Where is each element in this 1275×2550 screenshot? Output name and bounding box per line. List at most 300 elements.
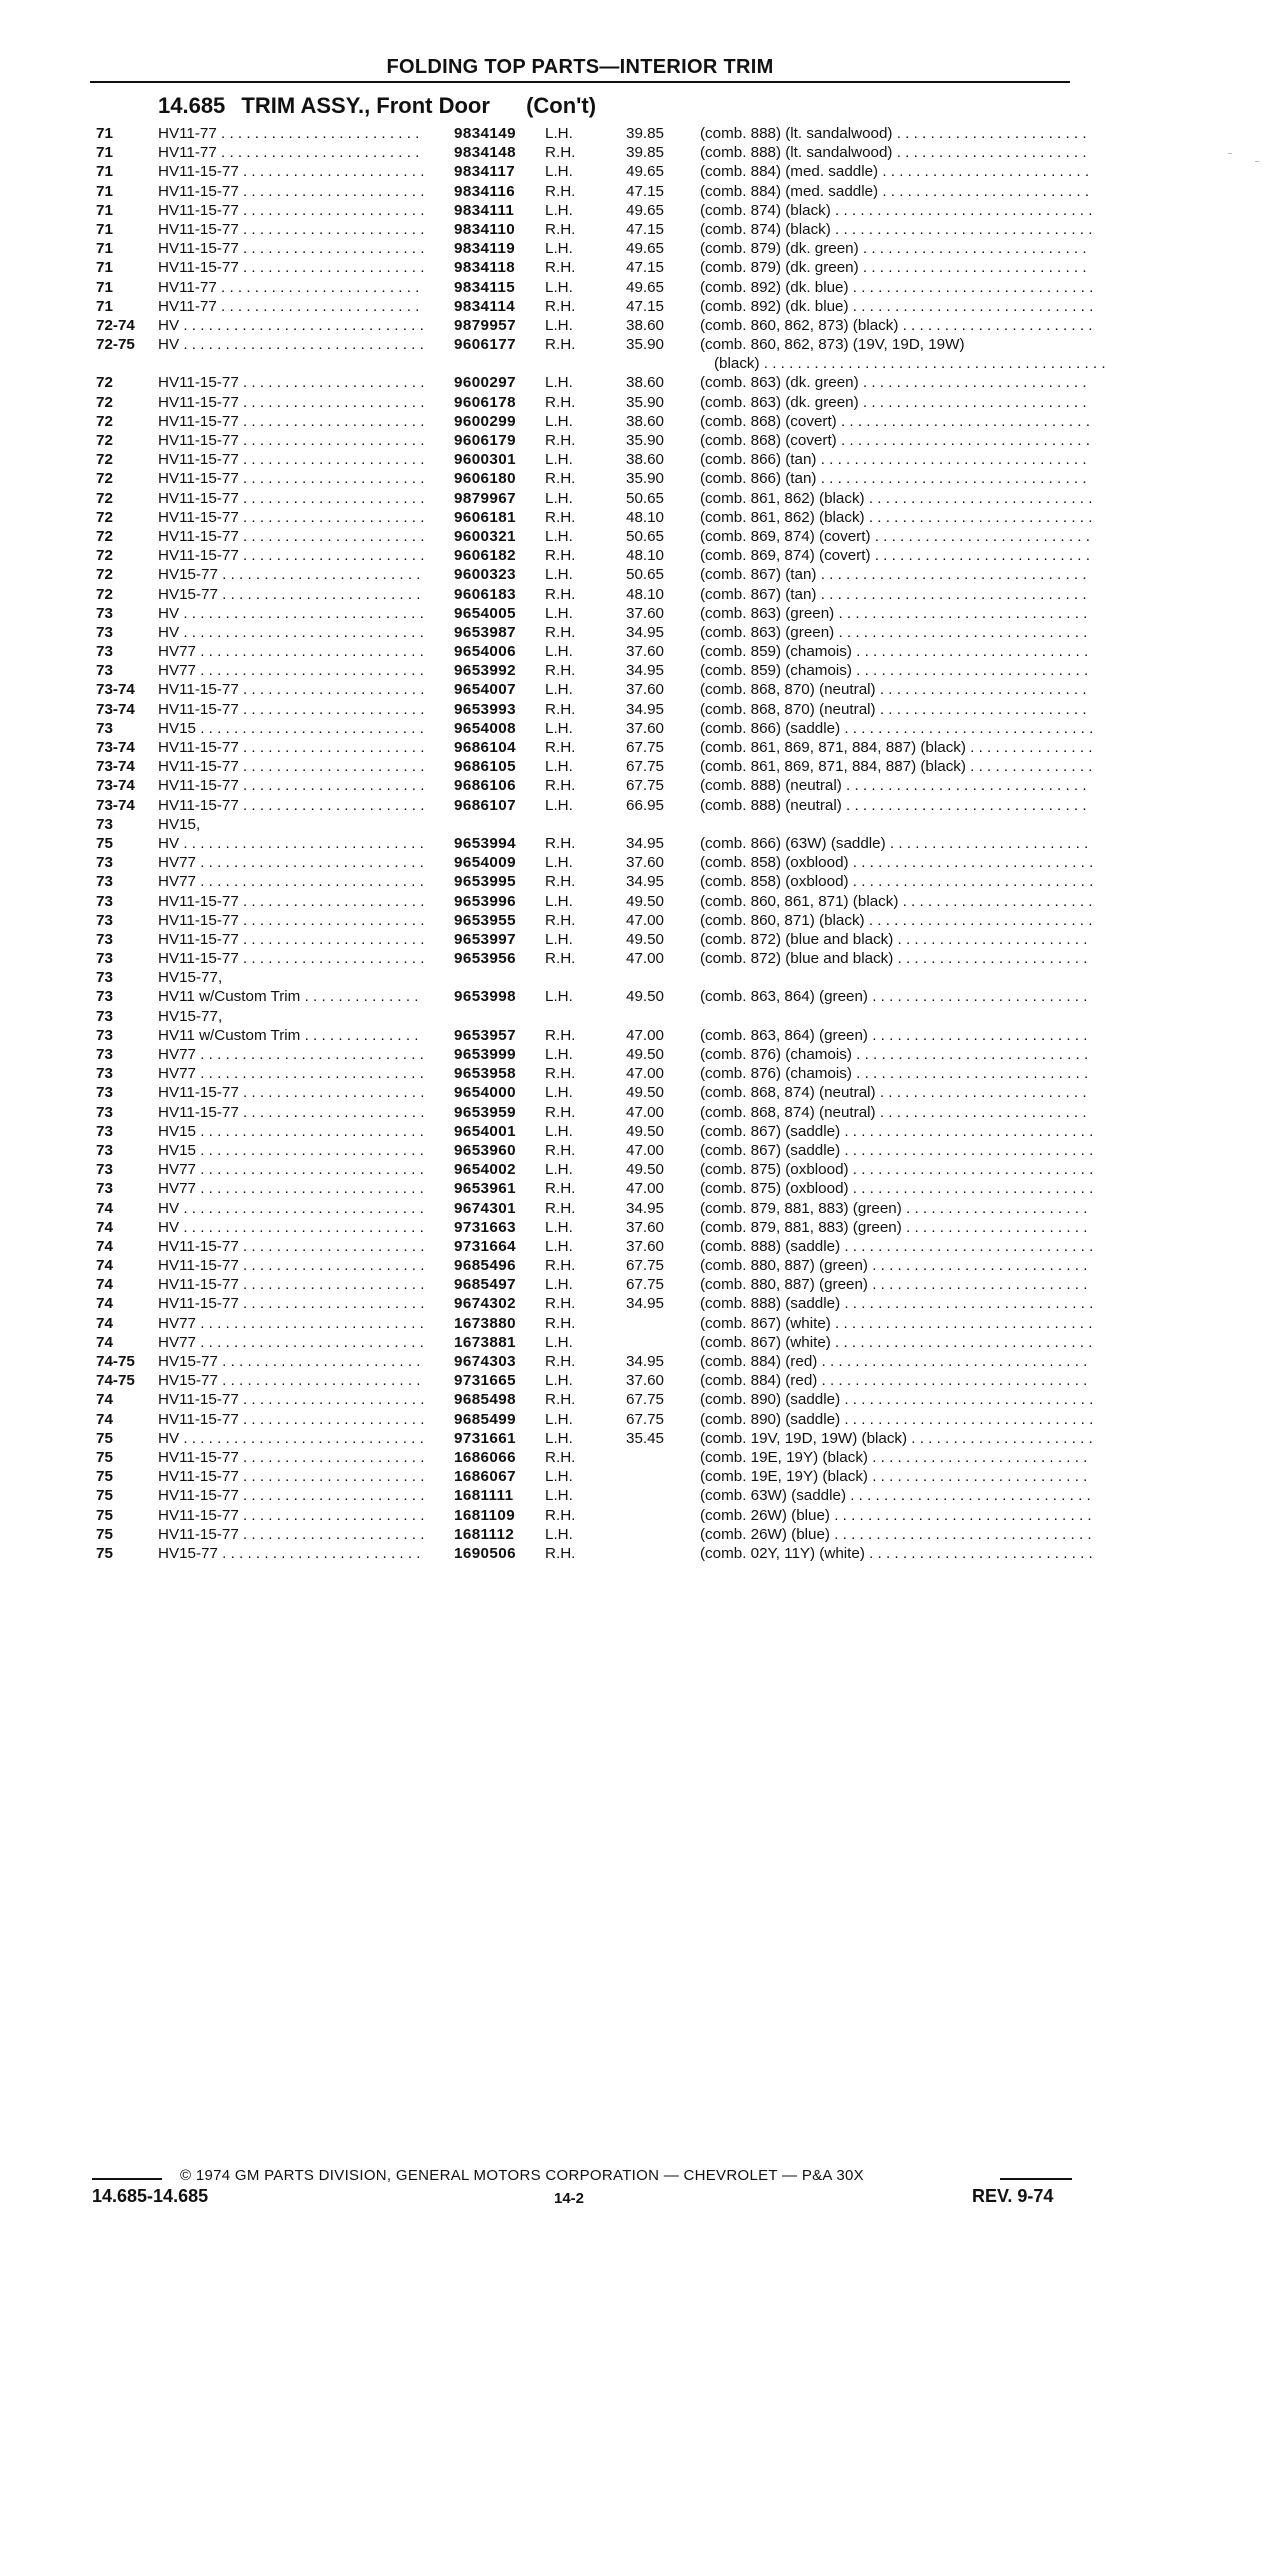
list-price: 37.60 [626, 1218, 665, 1236]
model-year: 71 [96, 144, 113, 162]
list-price: 49.50 [626, 1122, 665, 1140]
scan-speck [1255, 161, 1259, 162]
parts-row [92, 162, 1072, 181]
model-code: HV11-15-77 . . . [158, 489, 424, 508]
door-side: L.H. [545, 1487, 573, 1505]
list-price: 49.65 [626, 240, 665, 258]
model-year: 74-75 [96, 1353, 135, 1370]
part-number: 9834148 [454, 144, 516, 162]
part-number: 9654005 [454, 604, 516, 622]
parts-row [92, 757, 1072, 776]
model-code: HV11-15-77 . . . [158, 1467, 424, 1486]
model-code: HV . . . [158, 834, 424, 853]
trim-combination: (comb. 876) (chamois) . . . [700, 1064, 1092, 1083]
door-side: L.H. [545, 278, 573, 296]
model-code: HV . . . [158, 335, 424, 354]
door-side: L.H. [545, 719, 573, 737]
part-number: 9731665 [454, 1372, 516, 1390]
trim-combination: (comb. 866) (63W) (saddle) . . . [700, 834, 1092, 853]
model-year: 72 [96, 393, 113, 411]
list-price: 67.75 [626, 739, 665, 756]
parts-row [92, 239, 1072, 258]
trim-combination: (comb. 859) (chamois) . . . [700, 661, 1092, 680]
parts-row [92, 508, 1072, 527]
door-side: L.H. [545, 1525, 573, 1543]
parts-row [92, 546, 1072, 565]
parts-row [92, 661, 1072, 680]
model-code: HV15-77, [158, 969, 223, 987]
model-code: HV11-15-77 . . . [158, 757, 424, 776]
part-number: 9686106 [454, 777, 516, 795]
model-code: HV . . . [158, 1429, 424, 1448]
model-code: HV11-15-77 . . . [158, 1486, 424, 1505]
trim-combination: (comb. 868) (covert) . . . [700, 431, 1092, 450]
model-year: 73 [96, 643, 113, 661]
model-code: HV77 . . . [158, 1064, 424, 1083]
model-code: HV11-15-77 . . . [158, 1256, 424, 1275]
model-year: 73 [96, 1026, 113, 1044]
trim-combination: (comb. 888) (neutral) . . . [700, 796, 1092, 815]
model-code: HV11-77 . . . [158, 297, 424, 316]
model-code: HV11-77 . . . [158, 278, 424, 297]
trim-combination: (comb. 876) (chamois) . . . [700, 1045, 1092, 1064]
model-code: HV11-15-77 . . . [158, 930, 424, 949]
trim-combination: (comb. 861, 862) (black) . . . [700, 508, 1092, 527]
model-year: 73 [96, 873, 113, 891]
door-side: L.H. [545, 643, 573, 661]
trim-combination: (comb. 892) (dk. blue) . . . [700, 278, 1092, 297]
part-number: 9606182 [454, 547, 516, 565]
trim-combination: (comb. 879, 881, 883) (green) . . . [700, 1199, 1092, 1218]
trim-combination: (comb. 63W) (saddle) . . . [700, 1486, 1092, 1505]
parts-row [92, 1448, 1072, 1467]
door-side: R.H. [545, 1544, 576, 1562]
model-year: 73-74 [96, 700, 135, 718]
part-number: 9685497 [454, 1276, 516, 1294]
model-code: HV15 . . . [158, 1141, 424, 1160]
list-price: 66.95 [626, 796, 665, 814]
model-year: 72 [96, 566, 113, 584]
part-number: 9654001 [454, 1122, 516, 1140]
list-price: 37.60 [626, 854, 665, 872]
parts-row [92, 776, 1072, 795]
model-year: 74 [96, 1218, 113, 1236]
door-side: R.H. [545, 1448, 576, 1466]
parts-row [92, 297, 1072, 316]
model-year: 72 [96, 412, 113, 430]
model-year: 73 [96, 1103, 113, 1121]
parts-row [92, 182, 1072, 201]
model-code: HV11-15-77 . . . [158, 469, 424, 488]
part-number: 1681111 [454, 1487, 514, 1505]
parts-row [92, 1256, 1072, 1275]
parts-row [92, 412, 1072, 431]
list-price: 50.65 [626, 489, 665, 507]
footer-rule-left [92, 2178, 162, 2180]
part-number: 9653997 [454, 930, 516, 948]
parts-row [92, 1410, 1072, 1429]
part-number: 9653959 [454, 1103, 516, 1121]
part-number: 9606180 [454, 470, 516, 488]
model-code: HV15-77 . . . [158, 1544, 424, 1563]
part-number: 9879957 [454, 316, 516, 334]
list-price: 37.60 [626, 643, 665, 661]
part-number: 9606177 [454, 336, 516, 354]
model-code: HV11-15-77 . . . [158, 911, 424, 930]
part-number: 9606183 [454, 585, 516, 603]
model-year: 73 [96, 815, 113, 833]
door-side: R.H. [545, 393, 576, 411]
list-price: 50.65 [626, 566, 665, 584]
part-number: 9674303 [454, 1353, 516, 1370]
model-code: HV11-15-77 . . . [158, 1448, 424, 1467]
part-number: 9834115 [454, 278, 516, 296]
model-year: 71 [96, 240, 113, 258]
model-code: HV11-15-77 . . . [158, 680, 424, 699]
model-code: HV15 . . . [158, 1122, 424, 1141]
door-side: R.H. [545, 1353, 576, 1370]
model-year: 73 [96, 854, 113, 872]
model-year: 71 [96, 297, 113, 315]
trim-combination: (comb. 867) (white) . . . [700, 1333, 1092, 1352]
trim-combination: (comb. 874) (black) . . . [700, 220, 1092, 239]
parts-row [92, 1544, 1072, 1563]
parts-row [92, 1237, 1072, 1256]
parts-row [92, 1045, 1072, 1064]
model-code: HV15, [158, 815, 201, 833]
parts-row [92, 987, 1072, 1006]
part-number: 9653993 [454, 700, 516, 718]
part-number: 9731663 [454, 1218, 516, 1236]
model-code: HV11-15-77 . . . [158, 527, 424, 546]
list-price: 47.15 [626, 182, 665, 200]
parts-row [92, 1064, 1072, 1083]
model-year: 72 [96, 508, 113, 526]
model-year: 73 [96, 1007, 113, 1025]
door-side: R.H. [545, 662, 576, 680]
trim-combination: (comb. 884) (red) . . . [700, 1352, 1092, 1371]
door-side: L.H. [545, 163, 573, 181]
trim-combination: (comb. 884) (med. saddle) . . . [700, 162, 1092, 181]
door-side: R.H. [545, 873, 576, 891]
part-number: 9653994 [454, 834, 516, 852]
part-number: 9731664 [454, 1237, 516, 1255]
model-code: HV . . . [158, 1199, 424, 1218]
model-year: 73 [96, 1161, 113, 1179]
door-side: L.H. [545, 854, 573, 872]
parts-row [92, 1160, 1072, 1179]
parts-row [92, 1179, 1072, 1198]
model-code: HV11-15-77 . . . [158, 1083, 424, 1102]
door-side: R.H. [545, 336, 576, 354]
model-year: 71 [96, 125, 113, 142]
model-year: 72 [96, 585, 113, 603]
door-side: L.H. [545, 1410, 573, 1428]
list-price: 47.00 [626, 950, 665, 968]
parts-row [92, 853, 1072, 872]
trim-combination: (comb. 867) (white) . . . [700, 1314, 1092, 1333]
door-side: L.H. [545, 988, 573, 1006]
part-number: 9653992 [454, 662, 516, 680]
part-number: 9834149 [454, 125, 516, 142]
model-code: HV11-15-77 . . . [158, 949, 424, 968]
part-number: 9654009 [454, 854, 516, 872]
section-number: 14.685 [158, 93, 226, 118]
part-number: 9834114 [454, 297, 516, 315]
parts-row [92, 316, 1072, 335]
parts-row [92, 1333, 1072, 1352]
model-year: 74-75 [96, 1372, 135, 1390]
list-price: 47.00 [626, 1026, 665, 1044]
door-side: R.H. [545, 508, 576, 526]
model-year: 73 [96, 623, 113, 641]
page-title: FOLDING TOP PARTS—INTERIOR TRIM [386, 56, 774, 78]
part-number: 9834119 [454, 240, 516, 258]
model-code: HV11-15-77 . . . [158, 1294, 424, 1313]
trim-combination: (comb. 888) (lt. sandalwood) . . . [700, 143, 1092, 162]
list-price: 34.95 [626, 873, 665, 891]
trim-combination: (comb. 26W) (blue) . . . [700, 1525, 1092, 1544]
list-price: 37.60 [626, 1237, 665, 1255]
model-code: HV11 w/Custom Trim . . . [158, 1026, 424, 1045]
model-year: 72 [96, 489, 113, 507]
part-number: 9654002 [454, 1161, 516, 1179]
header-rule [90, 81, 1070, 83]
trim-combination: (comb. 872) (blue and black) . . . [700, 949, 1092, 968]
door-side: L.H. [545, 892, 573, 910]
model-year: 73 [96, 1122, 113, 1140]
trim-combination: (comb. 02Y, 11Y) (white) . . . [700, 1544, 1092, 1563]
list-price: 67.75 [626, 1276, 665, 1294]
trim-combination: (comb. 867) (saddle) . . . [700, 1141, 1092, 1160]
parts-row [92, 1103, 1072, 1122]
footer-rule-right [1000, 2178, 1072, 2180]
part-number: 9834117 [454, 163, 516, 181]
model-code: HV15-77 . . . [158, 565, 424, 584]
part-number: 9653961 [454, 1180, 516, 1198]
model-code: HV11-15-77 . . . [158, 1275, 424, 1294]
model-code: HV11-15-77 . . . [158, 220, 424, 239]
parts-row [92, 335, 1072, 354]
trim-combination: (comb. 888) (neutral) . . . [700, 776, 1092, 795]
list-price: 34.95 [626, 1295, 665, 1313]
list-price: 39.85 [626, 125, 665, 142]
parts-row [92, 585, 1072, 604]
model-code: HV11-15-77 . . . [158, 450, 424, 469]
part-number: 9653999 [454, 1046, 516, 1063]
trim-combination: (comb. 861, 869, 871, 884, 887) (black) . . . [700, 757, 1092, 776]
model-year: 74 [96, 1276, 113, 1294]
parts-row [92, 258, 1072, 277]
parts-row [92, 1007, 1072, 1026]
parts-row [92, 1467, 1072, 1486]
model-year: 72 [96, 451, 113, 469]
door-side: R.H. [545, 297, 576, 315]
door-side: R.H. [545, 700, 576, 718]
model-code: HV11-15-77 . . . [158, 892, 424, 911]
model-year: 75 [96, 834, 113, 852]
list-price: 67.75 [626, 777, 665, 795]
part-number: 9686104 [454, 739, 516, 756]
part-number: 9674302 [454, 1295, 516, 1313]
model-year: 74 [96, 1391, 113, 1409]
door-side: R.H. [545, 470, 576, 488]
parts-row [92, 623, 1072, 642]
model-code: HV77 . . . [158, 661, 424, 680]
parts-row [92, 278, 1072, 297]
list-price: 49.65 [626, 278, 665, 296]
model-year: 72 [96, 527, 113, 545]
door-side: R.H. [545, 432, 576, 449]
part-number: 9879967 [454, 489, 516, 507]
trim-combination: (comb. 863) (green) . . . [700, 623, 1092, 642]
list-price: 47.00 [626, 911, 665, 929]
list-price: 67.75 [626, 1410, 665, 1428]
part-number: 9653987 [454, 623, 516, 641]
door-side: R.H. [545, 1026, 576, 1044]
footer-page-number: 14-2 [554, 2190, 585, 2207]
list-price: 38.60 [626, 451, 665, 469]
model-year: 71 [96, 201, 113, 219]
part-number: 9600321 [454, 527, 516, 545]
parts-row [92, 1122, 1072, 1141]
door-side: L.H. [545, 1046, 573, 1063]
parts-row [92, 892, 1072, 911]
model-year: 73 [96, 988, 113, 1006]
parts-row [92, 968, 1072, 987]
list-price: 49.65 [626, 201, 665, 219]
parts-row [92, 220, 1072, 239]
door-side: R.H. [545, 1141, 576, 1159]
part-number: 9654000 [454, 1084, 516, 1102]
parts-row [92, 872, 1072, 891]
model-year: 73-74 [96, 739, 135, 756]
model-year: 74 [96, 1314, 113, 1332]
list-price: 48.10 [626, 585, 665, 603]
trim-combination: (comb. 868) (covert) . . . [700, 412, 1092, 431]
model-year: 73-74 [96, 796, 135, 814]
trim-combination: (comb. 860, 862, 873) (black) . . . [700, 316, 1092, 335]
list-price: 49.50 [626, 930, 665, 948]
trim-combination: (comb. 861, 869, 871, 884, 887) (black) . . . [700, 738, 1092, 757]
model-code: HV11-15-77 . . . [158, 412, 424, 431]
parts-row [92, 124, 1072, 143]
door-side: R.H. [545, 1180, 576, 1198]
door-side: L.H. [545, 489, 573, 507]
door-side: R.H. [545, 1295, 576, 1313]
model-code: HV77 . . . [158, 1314, 424, 1333]
list-price: 34.95 [626, 623, 665, 641]
trim-combination: (comb. 863) (dk. green) . . . [700, 373, 1092, 392]
part-number: 9600297 [454, 374, 516, 392]
trim-combination: (comb. 872) (blue and black) . . . [700, 930, 1092, 949]
part-number: 9653956 [454, 950, 516, 968]
model-code: HV11-15-77 . . . [158, 796, 424, 815]
trim-combination: (comb. 879) (dk. green) . . . [700, 258, 1092, 277]
part-number: 9653995 [454, 873, 516, 891]
model-code: HV77 . . . [158, 1160, 424, 1179]
trim-combination: (comb. 866) (tan) . . . [700, 469, 1092, 488]
part-number: 1673881 [454, 1333, 516, 1351]
parts-row [92, 1026, 1072, 1045]
parts-row [92, 373, 1072, 392]
model-code: HV11-15-77 . . . [158, 1103, 424, 1122]
parts-row [92, 700, 1072, 719]
list-price: 67.75 [626, 1257, 665, 1275]
part-number: 9606181 [454, 508, 516, 526]
list-price: 39.85 [626, 144, 665, 162]
list-price: 47.15 [626, 297, 665, 315]
model-code: HV11-15-77 . . . [158, 1410, 424, 1429]
parts-list [92, 124, 1072, 1563]
trim-combination: (comb. 869, 874) (covert) . . . [700, 546, 1092, 565]
part-number: 9653955 [454, 911, 516, 929]
part-number: 9600301 [454, 451, 516, 469]
model-code: HV . . . [158, 1218, 424, 1237]
trim-combination: (comb. 879) (dk. green) . . . [700, 239, 1092, 258]
trim-combination: (comb. 867) (tan) . . . [700, 585, 1092, 604]
list-price: 37.60 [626, 1372, 665, 1390]
trim-combination: (comb. 863, 864) (green) . . . [700, 987, 1092, 1006]
list-price: 49.50 [626, 1161, 665, 1179]
parts-row [92, 930, 1072, 949]
model-code: HV11-15-77 . . . [158, 1506, 424, 1525]
trim-combination: (comb. 868, 870) (neutral) . . . [700, 700, 1092, 719]
list-price: 37.60 [626, 604, 665, 622]
model-year: 71 [96, 182, 113, 200]
model-code: HV11-15-77 . . . [158, 508, 424, 527]
part-number: 9731661 [454, 1429, 516, 1447]
door-side: L.H. [545, 316, 573, 334]
parts-row [92, 949, 1072, 968]
part-number: 9600299 [454, 412, 516, 430]
part-number: 9834118 [454, 259, 516, 277]
door-side: L.H. [545, 566, 573, 584]
parts-row [92, 565, 1072, 584]
model-code: HV11-15-77 . . . [158, 393, 424, 412]
trim-combination: (comb. 874) (black) . . . [700, 201, 1092, 220]
list-price: 35.90 [626, 336, 665, 354]
trim-combination: (comb. 888) (lt. sandalwood) . . . [700, 124, 1092, 143]
parts-row [92, 1083, 1072, 1102]
trim-combination: (comb. 884) (med. saddle) . . . [700, 182, 1092, 201]
list-price: 35.90 [626, 393, 665, 411]
model-code: HV11-15-77 . . . [158, 1390, 424, 1409]
list-price: 49.65 [626, 163, 665, 181]
part-number: 9834111 [454, 201, 515, 219]
section-name: TRIM ASSY., Front Door [241, 93, 490, 118]
parts-row [92, 469, 1072, 488]
model-year: 73 [96, 1084, 113, 1102]
list-price: 67.75 [626, 758, 665, 776]
list-price: 34.95 [626, 1199, 665, 1217]
parts-row [92, 604, 1072, 623]
parts-row [92, 719, 1072, 738]
trim-combination: (comb. 863) (dk. green) . . . [700, 393, 1092, 412]
parts-row [92, 815, 1072, 834]
model-year: 75 [96, 1448, 113, 1466]
model-year: 74 [96, 1199, 113, 1217]
model-year: 73 [96, 662, 113, 680]
list-price: 38.60 [626, 316, 665, 334]
door-side: R.H. [545, 739, 576, 756]
list-price: 34.95 [626, 662, 665, 680]
door-side: L.H. [545, 930, 573, 948]
door-side: L.H. [545, 1276, 573, 1294]
door-side: R.H. [545, 911, 576, 929]
parts-row [92, 1525, 1072, 1544]
parts-row [92, 393, 1072, 412]
